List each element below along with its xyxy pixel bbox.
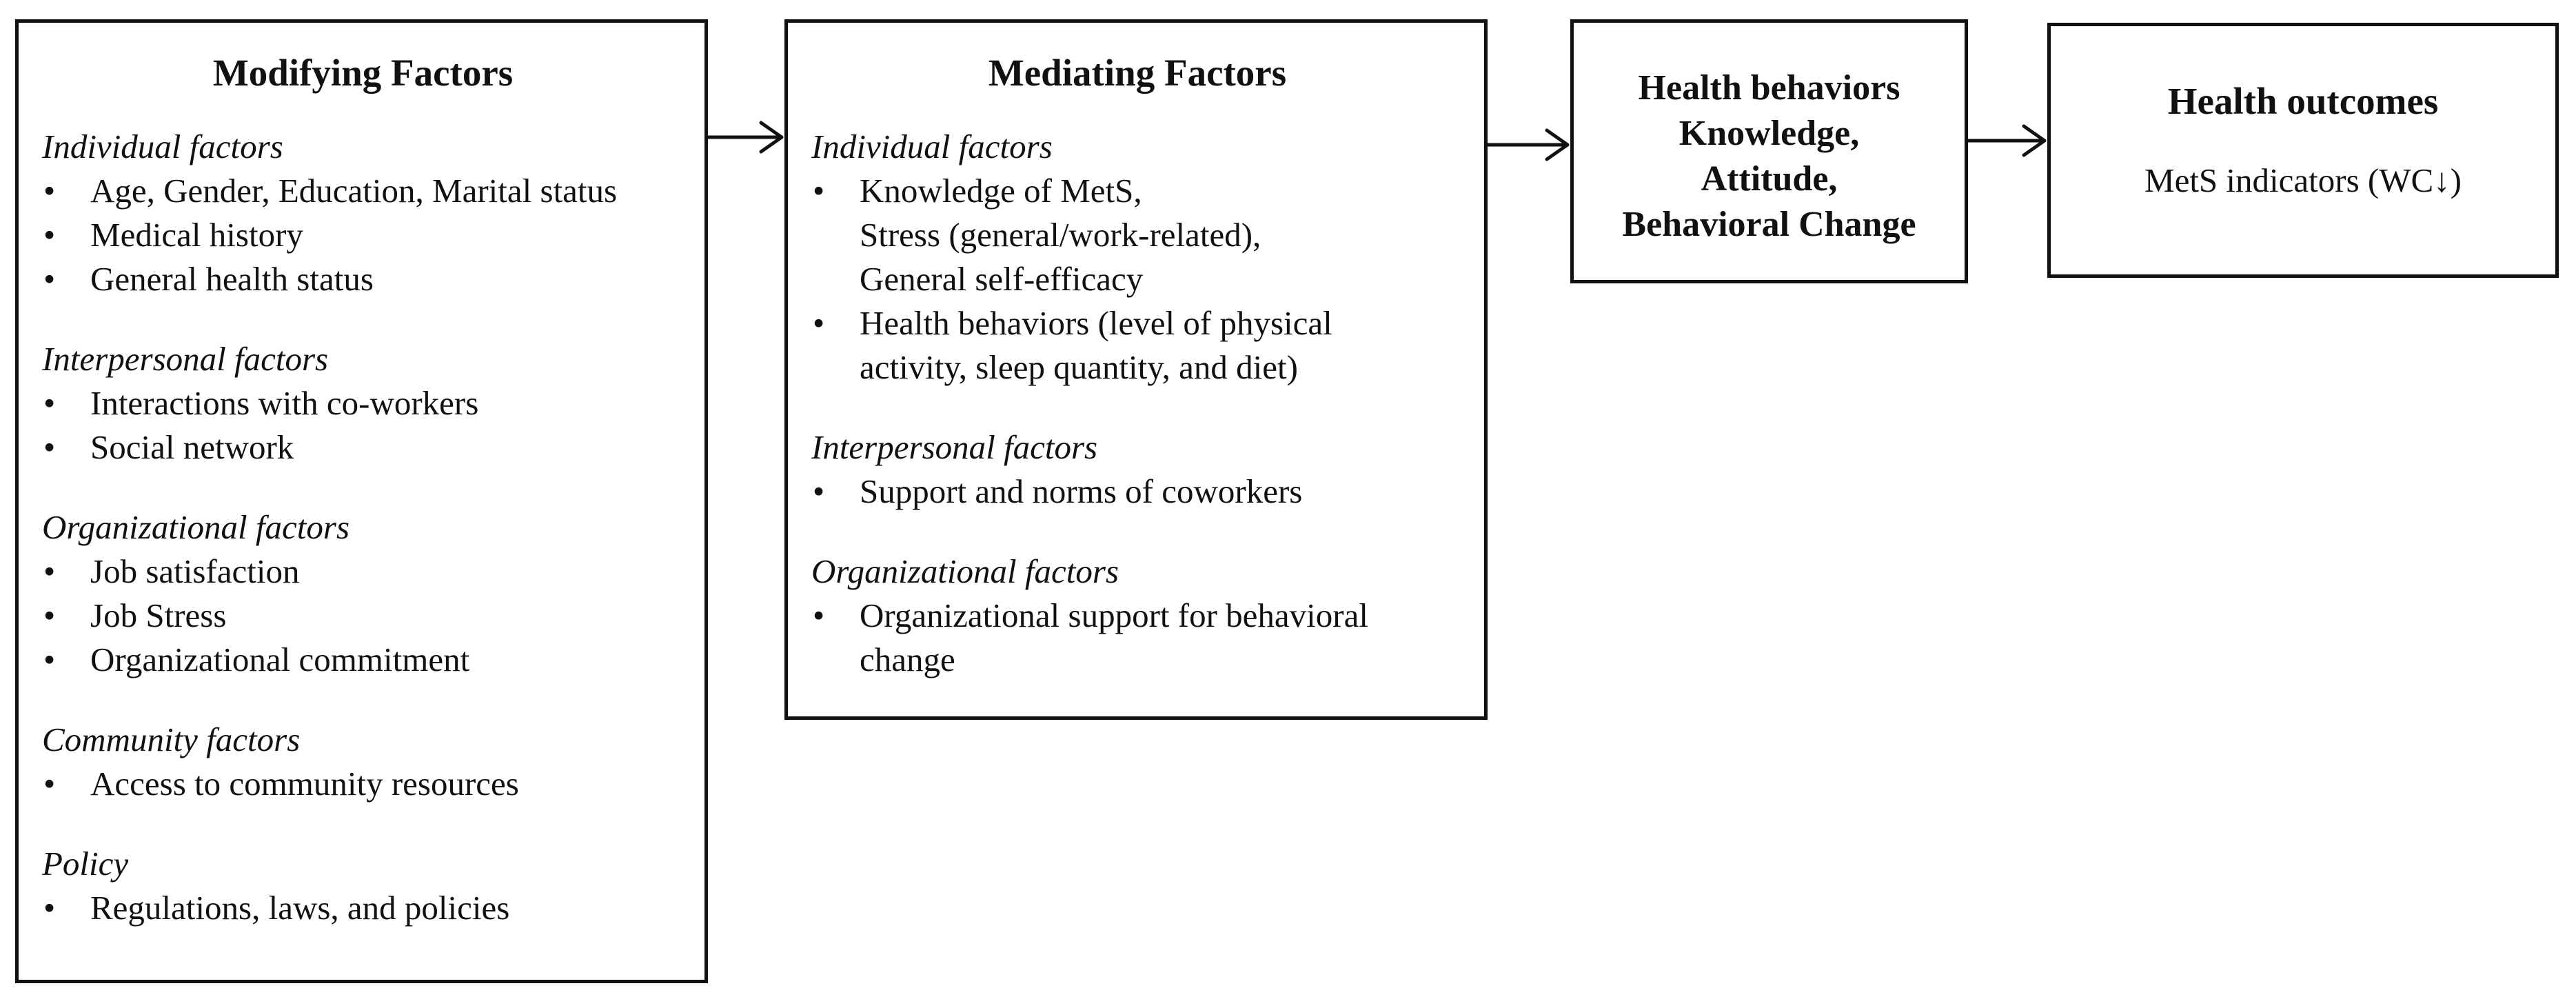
- section-title: Organizational factors: [811, 552, 1119, 590]
- section-title: Interpersonal factors: [811, 428, 1098, 466]
- bullet-item-text: • Support and norms of coworkers: [860, 472, 1303, 510]
- health-behaviors-line: Health behaviors: [1638, 68, 1900, 108]
- section-title: Policy: [42, 845, 129, 883]
- health-behaviors-line: Knowledge,: [1679, 114, 1860, 153]
- section-title: Individual factors: [811, 128, 1053, 165]
- modifying-factors-title: Modifying Factors: [212, 52, 514, 94]
- health-outcomes-indicator: MetS indicators (WC↓): [2144, 161, 2462, 199]
- bullet-item-text: • Medical history: [90, 216, 303, 254]
- mediating-factors-title: Mediating Factors: [988, 52, 1287, 94]
- bullet-item-text: • Interactions with co-workers: [90, 384, 479, 422]
- health-behaviors-line: Attitude,: [1701, 159, 1838, 199]
- bullet-item-text: • Job Stress: [90, 596, 227, 634]
- bullet-item-text: • Access to community resources: [90, 765, 519, 803]
- health-outcomes-title: Health outcomes: [2167, 80, 2439, 122]
- bullet-item-text: • General health status: [90, 260, 374, 298]
- section-title: Community factors: [42, 721, 301, 758]
- arrow-mediating-to-behaviors: [1488, 130, 1568, 159]
- bullet-item-text: • Social network: [90, 428, 294, 466]
- bullet-item-text: • Knowledge of MetS,: [860, 172, 1142, 210]
- arrow-behaviors-to-outcomes: [1968, 126, 2045, 155]
- bullet-item-text: General self-efficacy: [860, 260, 1144, 298]
- bullet-item-text: change: [860, 641, 955, 678]
- bullet-item-text: • Regulations, laws, and policies: [90, 889, 510, 927]
- section-title: Organizational factors: [42, 508, 350, 546]
- bullet-item-text: Stress (general/work-related),: [860, 216, 1261, 254]
- health-behaviors-line: Behavioral Change: [1622, 205, 1916, 244]
- section-title: Individual factors: [42, 128, 283, 165]
- bullet-item-text: • Health behaviors (level of physical: [860, 304, 1332, 342]
- bullet-item-text: activity, sleep quantity, and diet): [860, 348, 1298, 386]
- bullet-item-text: • Organizational support for behavioral: [860, 596, 1368, 634]
- arrow-modifying-to-mediating: [708, 123, 782, 152]
- bullet-item-text: • Job satisfaction: [90, 552, 300, 590]
- bullet-item-text: • Organizational commitment: [90, 641, 470, 678]
- section-title: Interpersonal factors: [42, 340, 329, 378]
- bullet-item-text: • Age, Gender, Education, Marital status: [90, 172, 618, 210]
